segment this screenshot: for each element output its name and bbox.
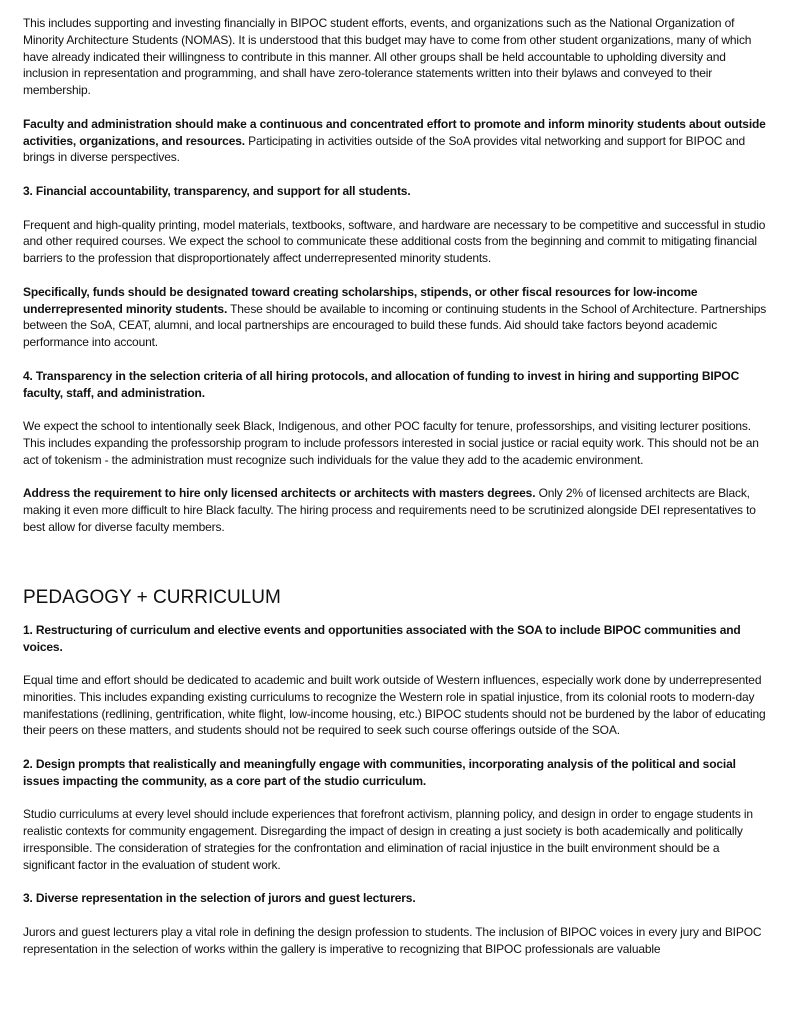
paragraph [23, 672, 771, 739]
paragraph-text: Frequent and high-quality printing, model materials, textbooks, software, and hardware are necessary to be competitive and successful in studio and other required courses. We expect the school to communicate these additional costs from the beginning and commit to mitigating financial barriers to the profession that disproportionately affect underrepresented minority students. [23, 217, 766, 266]
bold-lead: 3. Financial accountability, transparency, and support for all students. [23, 183, 411, 198]
paragraph-text: This includes supporting and investing financially in BIPOC student efforts, events, and organizations such as the National Organization of Minority Architecture Students (NOMAS). It is understood that this budget may have to come from other student organizations, many of which have already indicated their willingness to contribute in this manner. All other groups shall be held accountable to upholding diversity and inclusion in representation and programming, and shall have zero-tolerance statements written into their bylaws and conveyed to their membership. [23, 16, 752, 98]
section-funding [23, 15, 771, 536]
paragraph-text: Equal time and effort should be dedicated to academic and built work outside of Western influences, especially work done by underrepresented minorities. This includes expanding existing curriculums to recognize the Western role in spatial injustice, from its colonial roots to modern-day manifestations (redlining, gentrification, white flight, low-income housing, etc.) BIPOC students should not be burdened by the labor of educating their peers on these matters, and students should not be required to seek such course offerings outside of the SOA. [23, 673, 766, 738]
bold-lead: Specifically, funds should be designated toward creating scholarships, stipends, or other fiscal resources for low-income underrepresented minority students. [23, 284, 698, 316]
bold-lead: 2. Design prompts that realistically and meaningfully engage with communities, incorporating analysis of the political and social issues impacting the community, as a core part of the studio curriculum. [23, 757, 736, 788]
paragraph [23, 418, 771, 468]
paragraph [23, 116, 771, 166]
paragraph-text: Jurors and guest lecturers play a vital role in defining the design profession to students. The inclusion of BIPOC voices in every jury and BIPOC representation in the selection of works within the gallery is imperative to recognizing that BIPOC professionals are valuable [23, 925, 762, 956]
paragraph [23, 284, 771, 351]
paragraph [23, 924, 771, 958]
document-body [23, 15, 771, 974]
subheading [23, 622, 771, 656]
bold-lead: 4. Transparency in the selection criteria of all hiring protocols, and allocation of funding to invest in hiring and supporting BIPOC faculty, staff, and administration. [23, 368, 740, 400]
subheading [23, 368, 771, 402]
subheading [23, 183, 771, 200]
bold-lead: Faculty and administration should make a continuous and concentrated effort to promote and inform minority students about outside activities, organizations, and resources. [23, 116, 766, 148]
section-pedagogy [23, 586, 771, 958]
paragraph-text: Studio curriculums at every level should include experiences that forefront activism, planning policy, and design in order to engage students in realistic contexts for community engagement. Disregarding the impact of design in creating a just society is both academically and politically irresponsible. The consideration of strategies for the confrontation and elimination of racial injustice in the built environment should be a significant factor in the evaluation of student work. [23, 807, 753, 872]
paragraph-text: Participating in activities outside of the SoA provides vital networking and support for BIPOC and brings in diverse perspectives. [23, 133, 746, 165]
paragraph [23, 15, 771, 99]
paragraph [23, 485, 771, 535]
paragraph-text: These should be available to incoming or continuing students in the School of Architecture. Partnerships between the SoA, CEAT, alumni, and local partnerships are encouraged to build these funds. Aid should take factors beyond academic performance into account. [23, 301, 767, 350]
subheading [23, 890, 771, 907]
bold-lead: 1. Restructuring of curriculum and elective events and opportunities associated with the SOA to include BIPOC communities and voices. [23, 622, 741, 654]
paragraph-text: Only 2% of licensed architects are Black, making it even more difficult to hire Black faculty. The hiring process and requirements need to be scrutinized alongside DEI representatives to best allow for diverse faculty members. [23, 486, 756, 534]
section-heading: PEDAGOGY + CURRICULUM [23, 586, 281, 608]
paragraph-text: We expect the school to intentionally seek Black, Indigenous, and other POC faculty for tenure, professorships, and visiting lecturer positions. This includes expanding the professorship program to include professors interested in social justice or racial equity work. This should not be an act of tokenism - the administration must recognize such individuals for the value they add to the academic environment. [23, 419, 759, 467]
bold-lead: 3. Diverse representation in the selection of jurors and guest lecturers. [23, 891, 416, 906]
subheading [23, 756, 771, 790]
paragraph [23, 806, 771, 873]
paragraph [23, 217, 771, 267]
bold-lead: Address the requirement to hire only licensed architects or architects with masters degrees. [23, 486, 536, 501]
